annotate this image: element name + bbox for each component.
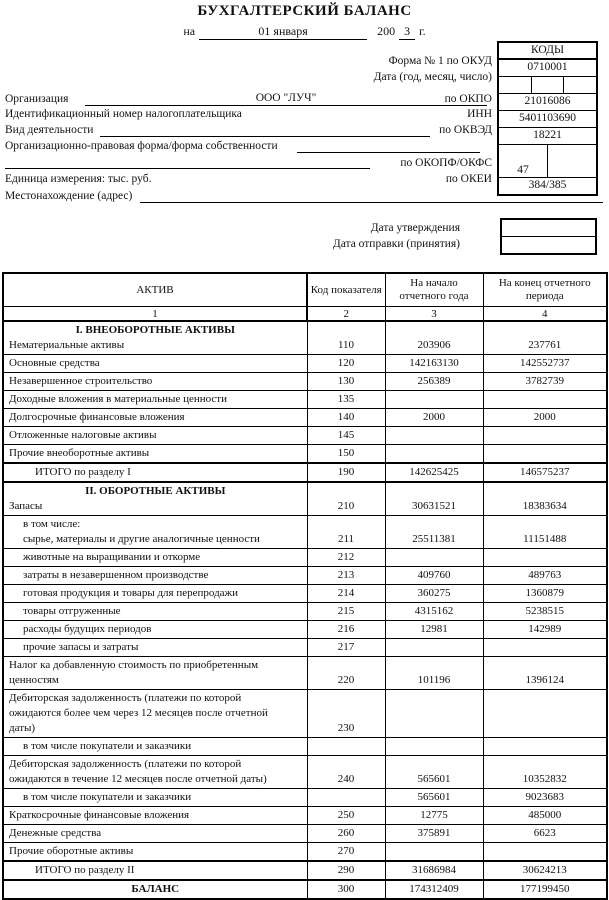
row-label <box>3 603 307 621</box>
row-value-end: 30624213 <box>483 861 607 880</box>
row-code: 260 <box>307 825 385 843</box>
row-value-begin <box>385 391 483 409</box>
codes-header: КОДЫ <box>531 44 564 56</box>
legal-form-blank-line-2 <box>5 154 370 169</box>
date-code-cells <box>499 76 596 93</box>
row-code: 250 <box>307 807 385 825</box>
row-label <box>3 463 307 482</box>
okpo-code: 21016086 <box>499 93 596 110</box>
sending-date-label: Дата отправки (принятия) <box>332 238 460 250</box>
table-row <box>3 756 607 789</box>
row-value-end: 237761 <box>483 321 607 355</box>
okopf-okfs-label: по ОКОПФ/ОКФС <box>400 157 492 169</box>
table-row <box>3 807 607 825</box>
row-code: 220 <box>307 657 385 690</box>
row-code: 217 <box>307 639 385 657</box>
row-code: 215 <box>307 603 385 621</box>
row-label-line: Дебиторская задолженность (платежи по которой <box>9 692 242 704</box>
row-value-end: 2000 <box>483 409 607 427</box>
row-value-begin: 142163130 <box>385 355 483 373</box>
row-value-begin: 565601 <box>385 789 483 807</box>
legal-form-label: Организационно-правовая форма/форма собственности <box>5 140 278 152</box>
row-value-end: 146575237 <box>483 463 607 482</box>
row-value-begin: 101196 <box>385 657 483 690</box>
row-label-line: Прочие оборотные активы <box>9 845 134 857</box>
row-label <box>3 445 307 464</box>
row-label <box>3 825 307 843</box>
row-value-begin <box>385 690 483 738</box>
row-value-begin: 30631521 <box>385 482 483 516</box>
row-code: 240 <box>307 756 385 789</box>
col-header-code: Код показателя <box>307 273 385 307</box>
col-header-end: На конец отчетного периода <box>483 273 607 307</box>
table-row <box>3 880 607 899</box>
row-value-end: 18383634 <box>483 482 607 516</box>
inn-label: Идентификационный номер налогоплательщика <box>5 108 242 120</box>
table-row <box>3 355 607 373</box>
row-code: 110 <box>307 321 385 355</box>
table-row <box>3 445 607 464</box>
row-label <box>3 690 307 738</box>
balance-table-body <box>3 321 607 899</box>
row-label-line: Прочие внеоборотные активы <box>9 447 150 459</box>
okfs-code-cell <box>548 145 596 177</box>
date-suffix: г. <box>419 24 426 38</box>
row-label <box>3 373 307 391</box>
col-num-1: 1 <box>3 307 307 322</box>
row-label-line: прочие запасы и затраты <box>23 641 139 653</box>
row-label-line: в том числе покупатели и заказчики <box>23 791 192 803</box>
row-code: 270 <box>307 843 385 862</box>
okopf-okfs-cells <box>499 144 596 177</box>
row-value-end <box>483 549 607 567</box>
row-label-line: Краткосрочные финансовые вложения <box>9 809 190 821</box>
okei-code: 384/385 <box>499 177 596 194</box>
row-value-end: 489763 <box>483 567 607 585</box>
row-label <box>3 391 307 409</box>
okved-label: по ОКВЭД <box>439 124 492 136</box>
table-row <box>3 639 607 657</box>
row-label <box>3 355 307 373</box>
row-label-line: ожидаются более чем через 12 месяцев после отчетной <box>9 707 268 719</box>
row-label-line: I. ВНЕОБОРОТНЫЕ АКТИВЫ <box>75 324 235 336</box>
row-value-begin: 25511381 <box>385 516 483 549</box>
table-row <box>3 789 607 807</box>
row-code: 145 <box>307 427 385 445</box>
table-row <box>3 861 607 880</box>
col-num-2: 2 <box>307 307 385 322</box>
row-value-begin <box>385 445 483 464</box>
col-num-3: 3 <box>385 307 483 322</box>
okved-code: 18221 <box>499 127 596 144</box>
row-label <box>3 789 307 807</box>
row-value-end: 5238515 <box>483 603 607 621</box>
row-code: 216 <box>307 621 385 639</box>
row-code: 140 <box>307 409 385 427</box>
row-value-end: 6623 <box>483 825 607 843</box>
row-value-end <box>483 738 607 756</box>
row-code: 213 <box>307 567 385 585</box>
row-label-line: ожидаются в течение 12 месяцев после отчетной даты) <box>9 773 267 785</box>
row-code: 212 <box>307 549 385 567</box>
codes-box <box>497 41 598 196</box>
organization-value <box>85 91 487 106</box>
row-label-line: сырье, материалы и другие аналогичные ценности <box>23 533 260 545</box>
row-value-begin: 565601 <box>385 756 483 789</box>
row-value-end <box>483 843 607 862</box>
row-value-end: 10352832 <box>483 756 607 789</box>
row-label-line: в том числе покупатели и заказчики <box>23 740 192 752</box>
row-value-end <box>483 639 607 657</box>
row-label-line: Нематериальные активы <box>9 339 125 351</box>
row-value-end <box>483 690 607 738</box>
row-value-begin: 12981 <box>385 621 483 639</box>
date-day-cell <box>563 77 596 93</box>
row-label <box>3 880 307 899</box>
row-label-line: ИТОГО по разделу I <box>35 466 131 478</box>
row-label-line: даты) <box>9 722 36 734</box>
legal-form-blank-line <box>297 138 480 153</box>
col-num-4: 4 <box>483 307 607 322</box>
organization-name: ООО "ЛУЧ" <box>255 92 317 104</box>
row-value-end: 142989 <box>483 621 607 639</box>
table-row <box>3 321 607 355</box>
date-ymd-label: Дата (год, месяц, число) <box>373 71 492 83</box>
table-row <box>3 621 607 639</box>
table-row <box>3 843 607 862</box>
row-value-begin: 142625425 <box>385 463 483 482</box>
row-value-begin <box>385 738 483 756</box>
row-label <box>3 585 307 603</box>
row-value-begin: 203906 <box>385 321 483 355</box>
row-label <box>3 321 307 355</box>
row-code: 211 <box>307 516 385 549</box>
inn-abbr-label: ИНН <box>467 108 492 120</box>
unit-label: Единица измерения: тыс. руб. <box>5 173 152 185</box>
row-label <box>3 657 307 690</box>
row-label <box>3 756 307 789</box>
row-value-begin: 4315162 <box>385 603 483 621</box>
row-label <box>3 807 307 825</box>
row-label <box>3 549 307 567</box>
row-label <box>3 482 307 516</box>
sending-date-cell <box>502 236 595 253</box>
row-value-end: 177199450 <box>483 880 607 899</box>
row-label-line: Незавершенное строительство <box>9 375 153 387</box>
page-title: БУХГАЛТЕРСКИЙ БАЛАНС <box>197 3 412 19</box>
row-label <box>3 409 307 427</box>
row-code: 130 <box>307 373 385 391</box>
row-value-end: 1396124 <box>483 657 607 690</box>
row-label-line: Отложенные налоговые активы <box>9 429 157 441</box>
okpo-label: по ОКПО <box>444 93 492 105</box>
row-label-line: в том числе: <box>23 518 81 530</box>
table-row <box>3 409 607 427</box>
year-digit: 3 <box>399 24 415 40</box>
row-label <box>3 567 307 585</box>
row-value-begin <box>385 549 483 567</box>
row-value-end <box>483 427 607 445</box>
row-label-line: готовая продукция и товары для перепродажи <box>23 587 239 599</box>
table-row <box>3 427 607 445</box>
approval-date-label: Дата утверждения <box>370 222 460 234</box>
row-value-begin <box>385 843 483 862</box>
row-label-line: Доходные вложения в материальные ценности <box>9 393 227 405</box>
row-label-line: Денежные средства <box>9 827 102 839</box>
row-label-line: Запасы <box>9 500 43 512</box>
table-row <box>3 482 607 516</box>
row-value-end: 9023683 <box>483 789 607 807</box>
row-label-line: животные на выращивании и откорме <box>23 551 201 563</box>
row-label <box>3 843 307 862</box>
okopf-code: 47 <box>499 145 548 177</box>
col-header-begin: На начало отчетного года <box>385 273 483 307</box>
report-date-line <box>0 24 609 40</box>
row-code: 230 <box>307 690 385 738</box>
table-row <box>3 549 607 567</box>
table-row <box>3 585 607 603</box>
row-value-end: 3782739 <box>483 373 607 391</box>
table-row <box>3 825 607 843</box>
row-code: 150 <box>307 445 385 464</box>
row-label <box>3 639 307 657</box>
inn-code: 5401103690 <box>499 110 596 127</box>
row-label-line: ИТОГО по разделу II <box>35 864 135 876</box>
row-value-begin: 256389 <box>385 373 483 391</box>
row-label-line: расходы будущих периодов <box>23 623 152 635</box>
row-code: 214 <box>307 585 385 603</box>
activity-label: Вид деятельности <box>5 124 94 136</box>
row-label-line: Основные средства <box>9 357 100 369</box>
row-value-begin <box>385 639 483 657</box>
row-label <box>3 516 307 549</box>
table-row <box>3 516 607 549</box>
row-value-end: 11151488 <box>483 516 607 549</box>
balance-table <box>2 272 608 900</box>
column-number-row <box>3 307 607 322</box>
row-code: 290 <box>307 861 385 880</box>
row-value-end: 485000 <box>483 807 607 825</box>
form-okud-label: Форма № 1 по ОКУД <box>388 55 492 67</box>
date-prefix: на <box>183 24 196 38</box>
row-code <box>307 738 385 756</box>
approval-date-cell <box>502 220 595 236</box>
row-code: 120 <box>307 355 385 373</box>
row-value-end <box>483 445 607 464</box>
activity-blank-line <box>100 122 430 137</box>
row-label-line: ценностям <box>9 674 59 686</box>
row-value-begin: 409760 <box>385 567 483 585</box>
row-code: 135 <box>307 391 385 409</box>
row-label <box>3 427 307 445</box>
row-label-line: товары отгруженные <box>23 605 121 617</box>
table-row <box>3 603 607 621</box>
address-label: Местонахождение (адрес) <box>5 190 133 202</box>
row-label <box>3 738 307 756</box>
date-value: 01 января <box>199 24 367 40</box>
row-value-begin: 360275 <box>385 585 483 603</box>
row-value-begin: 31686984 <box>385 861 483 880</box>
okud-code: 0710001 <box>499 58 596 76</box>
approval-date-box <box>500 218 597 255</box>
table-row <box>3 463 607 482</box>
row-label-line: Дебиторская задолженность (платежи по которой <box>9 758 242 770</box>
table-header-row <box>3 273 607 307</box>
organization-label: Организация <box>5 93 69 105</box>
row-value-begin: 2000 <box>385 409 483 427</box>
row-code <box>307 789 385 807</box>
row-value-end: 142552737 <box>483 355 607 373</box>
col-header-aktiv: АКТИВ <box>3 273 307 307</box>
row-label-line: затраты в незавершенном производстве <box>23 569 209 581</box>
address-blank-line <box>140 188 603 203</box>
table-row <box>3 738 607 756</box>
row-label-line: БАЛАНС <box>131 883 180 895</box>
row-value-begin: 375891 <box>385 825 483 843</box>
year-prefix: 200 <box>377 24 396 38</box>
row-label <box>3 861 307 880</box>
okei-label: по ОКЕИ <box>445 173 492 185</box>
row-label-line: Налог ка добавленную стоимость по приобретенным <box>9 659 259 671</box>
date-year-cell <box>499 77 531 93</box>
row-value-end: 1360879 <box>483 585 607 603</box>
table-row <box>3 657 607 690</box>
row-label-line: Долгосрочные финансовые вложения <box>9 411 185 423</box>
table-row <box>3 567 607 585</box>
row-label <box>3 621 307 639</box>
table-row <box>3 391 607 409</box>
row-value-begin: 174312409 <box>385 880 483 899</box>
row-value-end <box>483 391 607 409</box>
row-code: 190 <box>307 463 385 482</box>
table-row <box>3 690 607 738</box>
date-month-cell <box>531 77 564 93</box>
row-value-begin: 12775 <box>385 807 483 825</box>
row-code: 210 <box>307 482 385 516</box>
row-code: 300 <box>307 880 385 899</box>
row-label-line: II. ОБОРОТНЫЕ АКТИВЫ <box>85 485 226 497</box>
row-value-begin <box>385 427 483 445</box>
table-row <box>3 373 607 391</box>
